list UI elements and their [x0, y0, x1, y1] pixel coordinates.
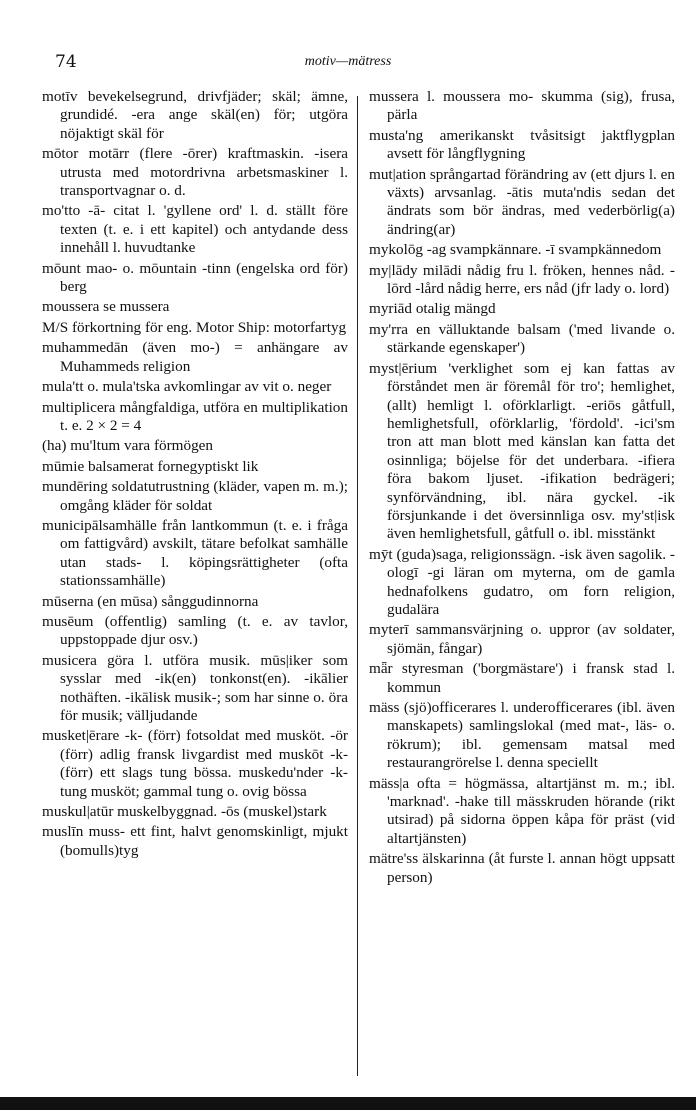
dictionary-entry: musket|ērare -k- (förr) fotsoldat med musköt. -ör (förr) adlig fransk livgardist med muskōt -k- (förr) ett slags tung bössa. muskedu'nder -k- tung musköt; gammal tung o. ovig bössa [42, 727, 348, 800]
dictionary-entry: muslīn muss- ett fint, halvt genomskinligt, mjukt (bomulls)tyg [42, 823, 348, 859]
dictionary-entry: mula'tt o. mula'tska avkomlingar av vit o. neger [42, 378, 332, 396]
dictionary-entry: myriād otalig mängd [369, 300, 496, 318]
dictionary-entry: mōtor motārr (flere -ōrer) kraftmaskin. -isera utrusta med motordrivna arbetsmaskiner l. transportvagnar o. d. [42, 145, 348, 200]
dictionary-entry: musta'ng amerikanskt tvåsitsigt jaktflygplan avsett för långflygning [369, 126, 675, 163]
dictionary-entry: my|lādy milādi nådig fru l. fröken, hennes nåd. -lōrd -lård nådig herre, ers nåd (jfr lady o. lord) [369, 261, 675, 298]
dictionary-entry: mäss|a ofta = högmässa, altartjänst m. m.; ibl. 'marknad'. -hake till mässkruden hörande (rikt utsirad) på sidorna öppen kåpa för präst (vid altartjänsten) [369, 774, 675, 847]
dictionary-entry: municipālsamhälle från lantkommun (t. e. i fråga om fattigvård) avskilt, tätare befolkat samhälle utan stads- l. köpingsrättigheter (ofta stationssamhälle) [42, 516, 348, 590]
dictionary-entry: M/S förkortning för eng. Motor Ship: motorfartyg [42, 318, 347, 336]
dictionary-entry: muskul|atūr muskelbyggnad. -ōs (muskel)stark [42, 803, 327, 821]
dictionary-entry: mȳt (guda)saga, religionssägn. -isk även sagolik. -ologī -gi läran om myterna, om de gamla hednafolkens gudatro, om forn religion, gudalära [369, 545, 675, 618]
dictionary-entry: mǟr styresman ('borgmästare') i fransk stad l. kommun [369, 660, 675, 696]
dictionary-entry: motīv bevekelsegrund, drivfjäder; skäl; ämne, grundidé. -era ange skäl(en) för; utgöra nöjaktigt skäl för [42, 88, 348, 142]
dictionary-entry: musicera göra l. utföra musik. mūs|iker som sysslar med -ik(en) tonkonst(en). -ikālier nothäften. -ikālisk musik-; som har sinne o. öra för musik; välljudande [42, 651, 348, 724]
dictionary-entry: moussera se mussera [42, 298, 170, 316]
dictionary-entry: mōunt mao- o. mōuntain -tinn (engelska ord för) berg [42, 259, 348, 296]
dictionary-entry: mut|ation språngartad förändring av (ett djurs l. en växts) arvsanlag. -ātis muta'ndis sedan det ändrats som bör ändras, med vederbörlig(a) ändring(ar) [369, 165, 675, 238]
page-number: 74 [55, 52, 77, 72]
dictionary-entry: (ha) mu'ltum vara förmögen [42, 437, 214, 455]
running-head: motiv—mätress [304, 54, 392, 69]
dictionary-entry: mussera l. moussera mo- skumma (sig), frusa, pärla [369, 88, 675, 124]
dictionary-entry: multiplicera mångfaldiga, utföra en multiplikation t. e. 2 × 2 = 4 [42, 398, 348, 434]
dictionary-entry: myterī sammansvärjning o. uppror (av soldater, sjömän, fångar) [369, 621, 675, 657]
dictionary-entry: muhammedān (även mo-) = anhängare av Muhammeds religion [42, 339, 348, 375]
right-column [369, 88, 675, 889]
dictionary-entry: my'rra en välluktande balsam ('med livande o. stärkande egenskaper') [369, 320, 675, 357]
dictionary-entry: myst|ērium 'verklighet som ej kan fattas av förståndet men är föremål för tro'; hemlighet, (allt) hemligt l. oförklarligt. -eriōs gåtfull, hemlighetsfull, oförklarlig, 'fördold'. -ici'sm tron att man blott med känslan kan fatta det osinnliga; böjelse för det underbara. -ifiera föra bakom ljuset. -ifikation bedrägeri; synförvändning, ibl. nära gyckel. -ik försjunkande i det översinnliga osv. my'st|isk även hemlighetsfull, gåtfull o. ibl. misstänkt [369, 359, 675, 543]
dictionary-entry: mykolōg -ag svampkännare. -ī svampkännedom [369, 241, 662, 259]
column-divider [357, 96, 358, 1076]
dictionary-entry: mūserna (en mūsa) sånggudinnorna [42, 592, 259, 610]
page-header [0, 50, 696, 80]
dictionary-entry: mätre'ss älskarinna (åt furste l. annan högt uppsatt person) [369, 850, 675, 886]
left-column [42, 88, 348, 862]
dictionary-entry: mo'tto -ā- citat l. 'gyllene ord' l. d. ställt före texten (t. e. i ett kapitel) och antydande dess innehåll l. huvudtanke [42, 202, 348, 257]
dictionary-entry: mūmie balsamerat fornegyptiskt lik [42, 457, 259, 475]
dictionary-entry: mäss (sjö)officerares l. underofficerares (ibl. även manskapets) samlingslokal (med mat-, läs- o. rökrum); ibl. gemensam matsal med restaurangrörelse l. denna speciellt [369, 699, 675, 772]
dictionary-entry: musēum (offentlig) samling (t. e. av tavlor, uppstoppade djur osv.) [42, 612, 348, 649]
scan-bottom-edge [0, 1097, 696, 1110]
dictionary-entry: mundēring soldatutrustning (kläder, vapen m. m.); omgång kläder för soldat [42, 478, 348, 514]
